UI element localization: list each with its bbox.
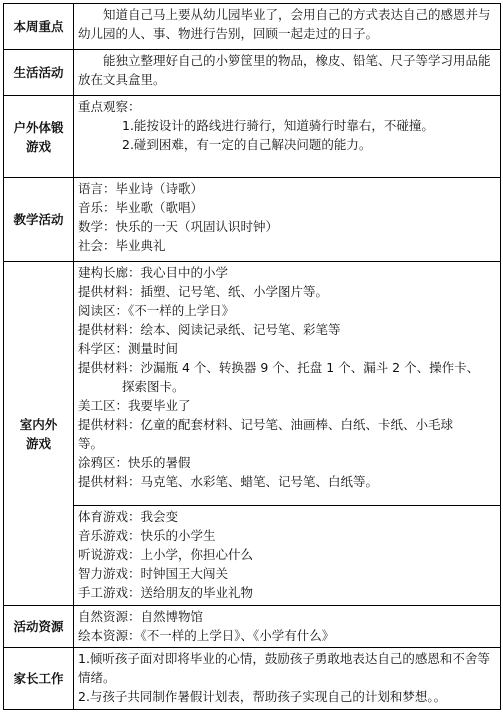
parents-item: 1.倾听孩子面对即将毕业的心情，鼓励孩子勇敢地表达自己的感恩和不舍等情绪。 [78, 651, 490, 685]
area-line: 美工区：我要毕业了 [78, 398, 191, 413]
row-teaching [4, 178, 501, 262]
outdoor-observe-title: 重点观察： [78, 99, 141, 114]
resources-label: 活动资源 [4, 606, 74, 648]
weekly-plan-table [3, 3, 501, 710]
parents-item: 2.与孩子共同制作暑假计划表，帮助孩子实现自己的计划和梦想。。 [78, 689, 447, 704]
row-indoor-areas [4, 262, 501, 506]
outdoor-label-line1: 户外体锻 [13, 119, 64, 135]
teaching-label: 教学活动 [4, 178, 74, 262]
area-line: 阅读区：《不一样的上学日》 [78, 303, 235, 318]
area-line: 提供材料：亿童的配套材料、记号笔、油画棒、白纸、卡纸、小毛球 [78, 417, 454, 432]
indoor-games-content [74, 506, 501, 606]
row-indoor-games [4, 506, 501, 606]
area-line: 提供材料：插塑、记号笔、纸、小学图片等。 [78, 284, 329, 299]
area-line: 提供材料：沙漏瓶 4 个、转换器 9 个、托盘 1 个、漏斗 2 个、操作卡、 [78, 360, 480, 375]
indoor-outdoor-label-line2: 游戏 [25, 435, 51, 451]
teaching-item: 音乐：毕业歌（歌唱） [78, 200, 204, 215]
daily-life-label: 生活活动 [4, 50, 74, 96]
teaching-item: 语言：毕业诗（诗歌） [78, 181, 204, 196]
indoor-outdoor-label [4, 262, 74, 606]
resources-content [74, 606, 501, 648]
parents-label: 家长工作 [4, 648, 74, 710]
resource-line: 自然资源：自然博物馆 [78, 609, 204, 624]
daily-life-text: 能独立整理好自己的小箩筐里的物品，橡皮、铅笔、尺子等学习用品能放在文具盒里。 [74, 50, 501, 96]
row-outdoor [4, 96, 501, 178]
outdoor-item-2: 2.碰到困难，有一定的自己解决问题的能力。 [122, 137, 372, 152]
game-line: 音乐游戏：快乐的小学生 [78, 528, 216, 543]
area-line: 建构长廊：我心目中的小学 [78, 265, 229, 280]
row-weekly-focus [4, 4, 501, 50]
outdoor-label [4, 96, 74, 178]
row-parents [4, 648, 501, 710]
weekly-focus-label: 本周重点 [4, 4, 74, 50]
teaching-content [74, 178, 501, 262]
teaching-item: 数学：快乐的一天（巩固认识时钟） [78, 219, 279, 234]
area-line: 提供材料：绘本、阅读记录纸、记号笔、彩笔等 [78, 322, 341, 337]
game-line: 手工游戏：送给朋友的毕业礼物 [78, 585, 254, 600]
parents-content [74, 648, 501, 710]
weekly-focus-text: 知道自己马上要从幼儿园毕业了，会用自己的方式表达自己的感恩并与幼儿园的人、事、物进行告别，回顾一起走过的日子。 [74, 4, 501, 50]
outdoor-label-line2: 游戏 [25, 138, 51, 154]
row-daily-life [4, 50, 501, 96]
teaching-item: 社会：毕业典礼 [78, 238, 166, 253]
area-line: 提供材料：马克笔、水彩笔、蜡笔、记号笔、白纸等。 [78, 474, 379, 489]
indoor-areas-content [74, 262, 501, 506]
area-line: 科学区：测量时间 [78, 341, 179, 356]
area-line: 等。 [78, 436, 104, 451]
resource-line: 绘本资源：《不一样的上学日》、《小学有什么》 [78, 628, 335, 643]
outdoor-item-1: 1.能按设计的路线进行骑行，知道骑行时靠右，不碰撞。 [122, 118, 434, 133]
area-line: 探索图卡。 [122, 379, 185, 394]
outdoor-content [74, 96, 501, 178]
game-line: 体育游戏：我会变 [78, 509, 179, 524]
row-resources [4, 606, 501, 648]
indoor-outdoor-label-line1: 室内外 [19, 416, 58, 432]
game-line: 听说游戏：上小学，你担心什么 [78, 547, 254, 562]
area-line: 涂鸦区：快乐的暑假 [78, 455, 191, 470]
game-line: 智力游戏：时钟国王大闯关 [78, 566, 229, 581]
